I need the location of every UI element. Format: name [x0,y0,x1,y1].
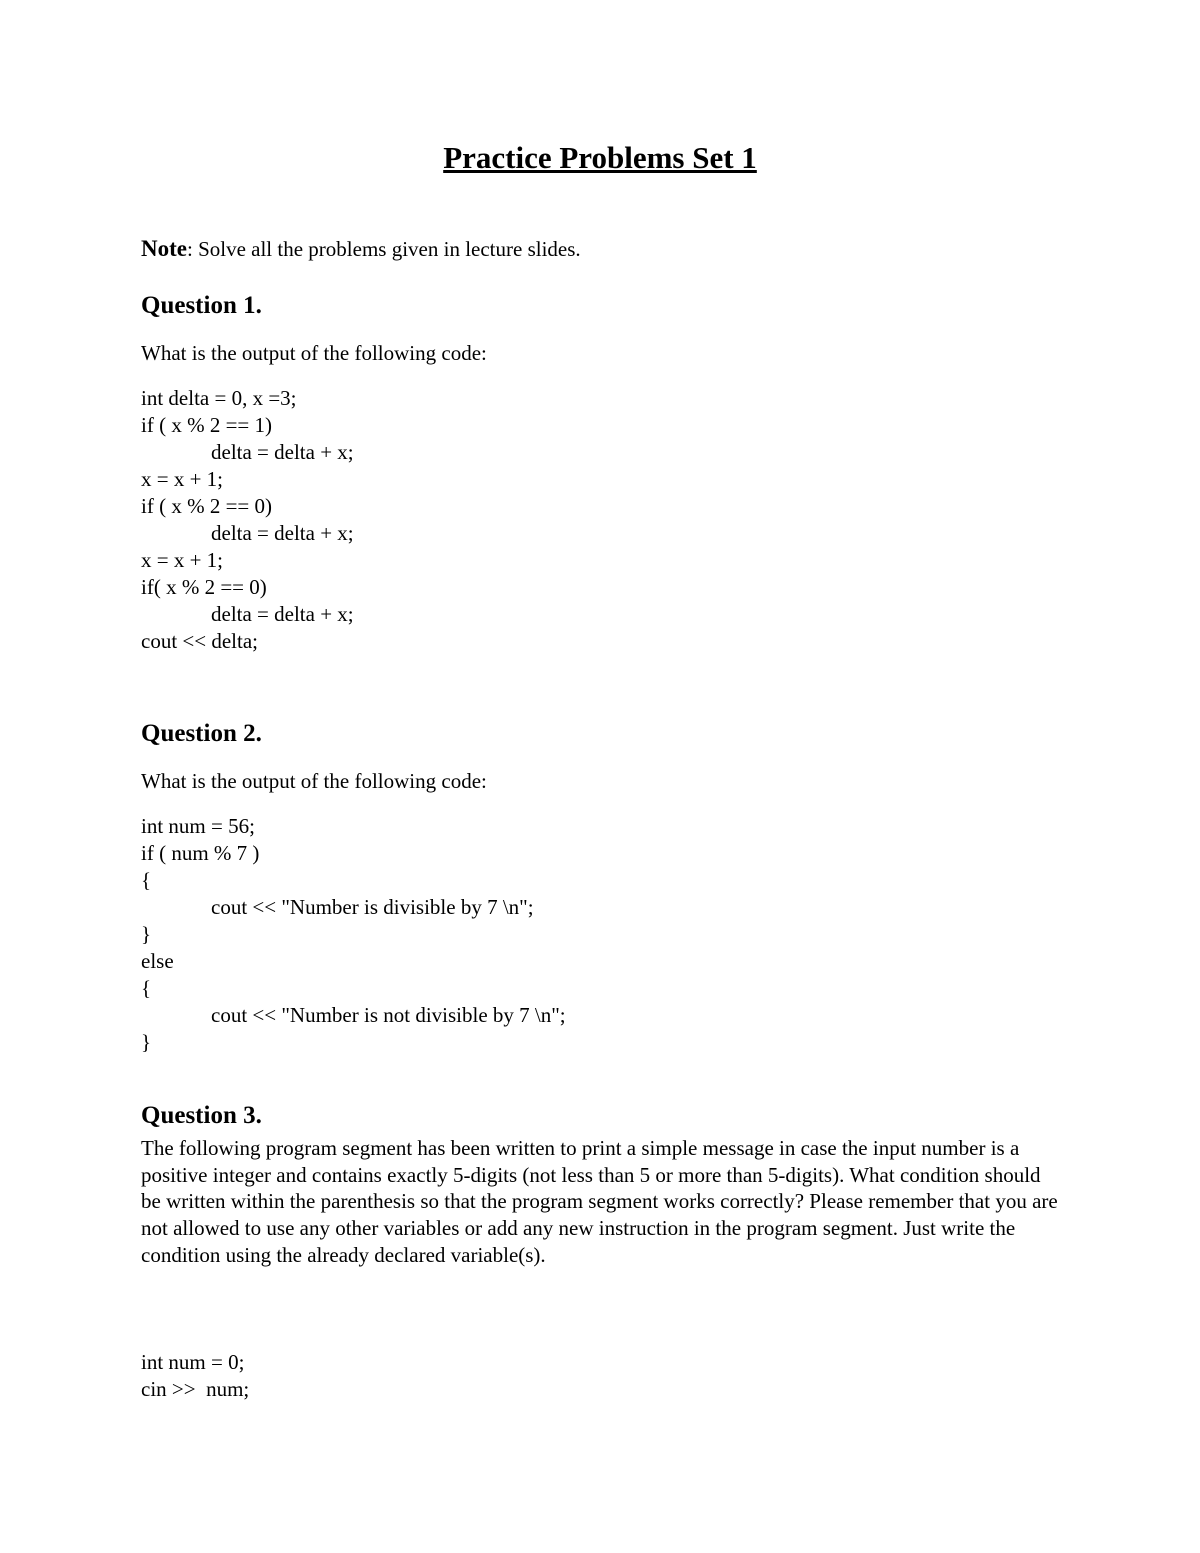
question-1-prompt: What is the output of the following code: [141,341,487,365]
question-1-heading: Question 1. [141,292,262,319]
code-line [141,840,566,867]
question-2-heading: Question 2. [141,720,262,747]
code-line [141,867,566,894]
code-line-text: cout << "Number is divisible by 7 \n"; [211,895,534,919]
code-line [141,975,566,1002]
code-line-text: x = x + 1; [141,467,224,491]
code-line-text: cout << "Number is not divisible by 7 \n"; [211,1003,566,1027]
code-line-text: x = x + 1; [141,548,224,572]
code-line-text: cin >> num; [141,1377,250,1401]
code-line-text: { [141,976,152,1000]
code-line [141,520,354,547]
code-line [141,813,566,840]
code-line-text: int num = 0; [141,1350,245,1374]
code-line [141,439,354,466]
code-line [141,1002,566,1029]
code-line [141,894,566,921]
code-line [141,466,354,493]
code-line-text: if ( x % 2 == 1) [141,413,272,437]
question-2-prompt: What is the output of the following code: [141,769,487,793]
code-line-text: int delta = 0, x =3; [141,386,297,410]
code-line-text: delta = delta + x; [211,440,354,464]
code-line [141,385,354,412]
code-line [141,547,354,574]
question-1-code [141,385,354,655]
code-line-text: delta = delta + x; [211,521,354,545]
question-3-code [141,1349,249,1403]
code-line-text: if ( x % 2 == 0) [141,494,272,518]
question-3-heading: Question 3. [141,1102,262,1129]
code-line [141,1029,566,1056]
code-line [141,574,354,601]
question-3-text: The following program segment has been written to print a simple message in case the input number is a positive integer and contains exactly 5-digits (not less than 5 or more than 5-digits). What condition should be written within the parenthesis so that the program segment works correctly? Please remember that you are not allowed to use any other variables or add any new instruction in the program segment. Just write the condition using the already declared variable(s). [141,1136,1058,1267]
page-title: Practice Problems Set 1 [443,140,757,175]
code-line-text: { [141,868,152,892]
code-line-text: if( x % 2 == 0) [141,575,267,599]
code-line-text: } [141,1030,152,1054]
question-2-code [141,813,566,1056]
code-line [141,493,354,520]
code-line-text: int num = 56; [141,814,255,838]
code-line [141,412,354,439]
code-line [141,921,566,948]
code-line [141,1376,249,1403]
code-line [141,601,354,628]
code-line [141,1349,249,1376]
code-line [141,628,354,655]
code-line [141,948,566,975]
code-line-text: delta = delta + x; [211,602,354,626]
code-line-text: else [141,949,174,973]
note-paragraph [141,236,581,262]
code-line-text: } [141,922,152,946]
note-text: : Solve all the problems given in lecture slides. [186,237,581,261]
code-line-text: if ( num % 7 ) [141,841,260,865]
note-label: Note [141,236,187,261]
code-line-text: cout << delta; [141,629,258,653]
